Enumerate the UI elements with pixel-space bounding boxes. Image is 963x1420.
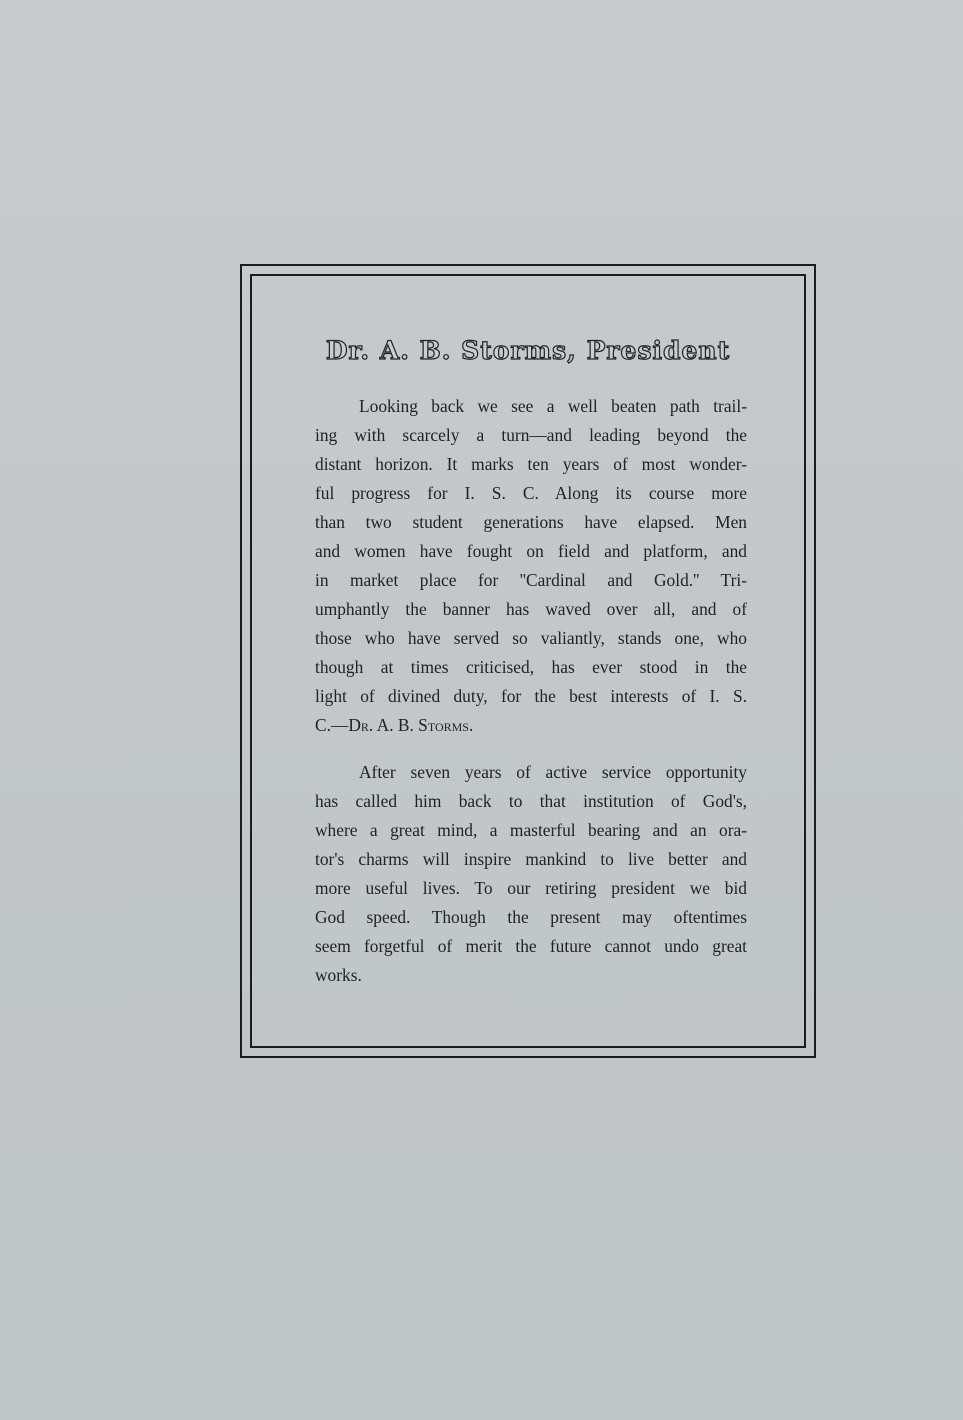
paragraph-2-line: seem forgetful of merit the future cannot undo great (315, 936, 747, 956)
paragraph-1-line: than two student generations have elapsed. Men (315, 512, 747, 532)
paragraph-1-line: umphantly the banner has waved over all, and of (315, 599, 747, 619)
paragraph-1-line: and women have fought on field and platform, and (315, 541, 747, 561)
article-title: Dr. A. B. Storms, President (325, 336, 731, 365)
paragraph-2-line: After seven years of active service opportunity (359, 762, 747, 782)
paragraph-2-line: God speed. Though the present may oftentimes (315, 907, 747, 927)
paragraph-1-line: ing with scarcely a turn—and leading beyond the (315, 425, 747, 445)
paragraph-1-line: though at times criticised, has ever stood in the (315, 657, 747, 677)
paragraph-1-line: light of divined duty, for the best interests of I. S. (315, 686, 747, 706)
paragraph-1-line: Looking back we see a well beaten path trail- (359, 396, 747, 416)
paragraph-2-line: where a great mind, a masterful bearing and an ora- (315, 820, 747, 840)
paragraph-2-line: has called him back to that institution of God's, (315, 791, 747, 811)
paragraph-1-line: ful progress for I. S. C. Along its course more (315, 483, 747, 503)
paragraph-1-line: those who have served so valiantly, stands one, who (315, 628, 747, 648)
paragraph-2 (315, 758, 747, 990)
paragraph-1-line: in market place for ''Cardinal and Gold.'' Tri- (315, 570, 747, 590)
paragraph-1-line: distant horizon. It marks ten years of most wonder- (315, 454, 747, 474)
paragraph-2-line: more useful lives. To our retiring president we bid (315, 878, 747, 898)
paragraph-1 (315, 392, 747, 740)
paragraph-1-signature-line: C.—Dr. A. B. Storms. (315, 715, 474, 735)
paragraph-2-line: tor's charms will inspire mankind to live better and (315, 849, 747, 869)
paragraph-2-line: works. (315, 965, 362, 985)
